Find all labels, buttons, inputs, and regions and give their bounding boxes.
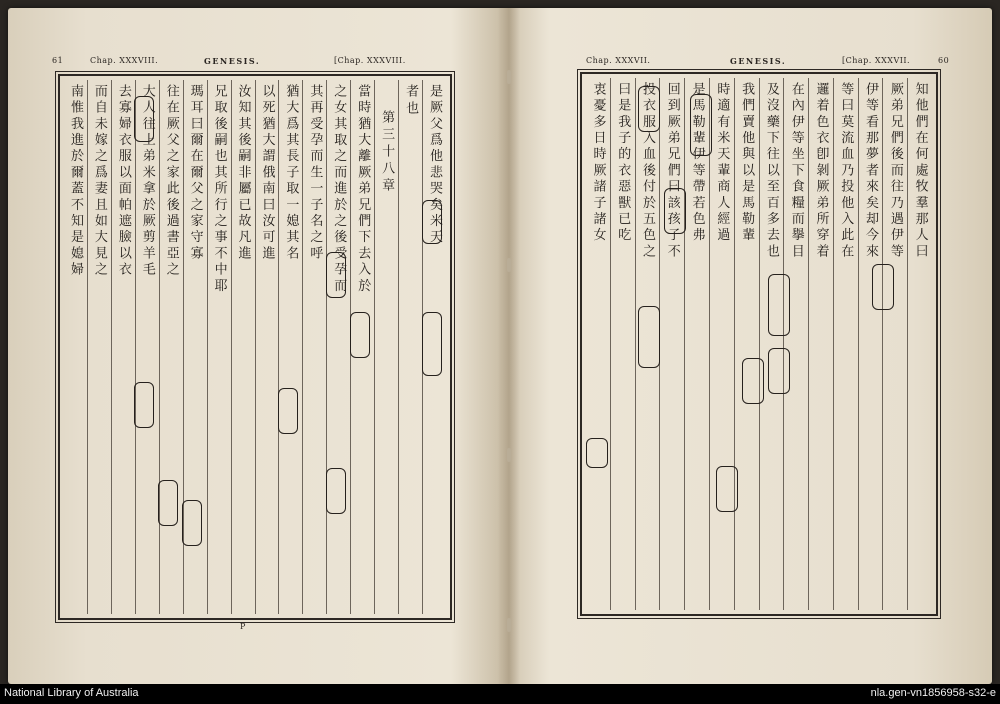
text-column: 回到厥弟兄們曰該孩子不	[659, 78, 684, 610]
right-page	[518, 8, 992, 684]
text-column: 其再受孕而生一子名之呼	[302, 80, 326, 614]
text-column: 厥弟兄們後而往乃遇伊等	[882, 78, 907, 610]
proper-name-box	[326, 468, 346, 514]
text-column: 第三十八章	[374, 80, 398, 614]
page-number: 60	[938, 56, 950, 65]
text-column: 在內伊等坐下食糧而擧目	[783, 78, 808, 610]
text-column: 南惟我進於爾蓋不知是媳婦	[67, 84, 83, 279]
proper-name-box	[638, 86, 660, 132]
text-columns	[64, 80, 446, 614]
text-column: 猶大爲其長子取一媳其名	[278, 80, 302, 614]
chapter-label: Chap. XXXVII.	[586, 56, 651, 65]
book-title: GENESIS.	[204, 56, 261, 66]
text-column: 而自未嫁之爲妻且如大見之	[87, 80, 111, 614]
image-identifier: nla.gen-vn1856958-s32-e	[870, 687, 996, 699]
text-column: 投衣服入血後付於五色之	[635, 78, 660, 610]
left-text-frame	[58, 74, 452, 620]
book-spread	[8, 8, 992, 684]
binding-stitch	[507, 618, 511, 632]
chapter-label: Chap. XXXVIII.	[90, 56, 159, 65]
text-column: 當時猶大離厥弟兄們下去入於	[350, 80, 374, 614]
proper-name-box	[742, 358, 764, 404]
proper-name-box	[134, 382, 154, 428]
text-column: 往在厥父之家此後過書亞之	[159, 80, 183, 614]
text-column: 瑪耳曰爾在爾父之家守寡	[183, 80, 207, 614]
text-column: 是厥父爲他悲哭矣米天	[422, 80, 446, 614]
text-column: 大人往上弟米拿於厥剪羊毛	[135, 80, 159, 614]
chapter-label: [Chap. XXXVII.	[842, 56, 911, 65]
proper-name-box	[422, 312, 442, 376]
text-column: 衷憂多日時厥諸子諸女	[590, 82, 606, 244]
text-column: 之女其取之而進於之後受孕而	[326, 80, 350, 614]
book-title: GENESIS.	[730, 56, 787, 66]
text-column: 等曰莫流血乃投他入此在	[833, 78, 858, 610]
proper-name-box	[182, 500, 202, 546]
proper-name-box	[586, 438, 608, 468]
credits-bar	[0, 684, 1000, 704]
text-column: 時適有米天輩商人經過	[709, 78, 734, 610]
right-page-header	[586, 56, 960, 72]
proper-name-box	[768, 348, 790, 394]
text-column: 伊等看那夢者來矣却今來	[858, 78, 883, 610]
text-column: 者也	[398, 80, 422, 614]
proper-name-box	[278, 388, 298, 434]
proper-name-box	[768, 274, 790, 336]
chapter-label: [Chap. XXXVIII.	[334, 56, 406, 65]
left-page	[8, 8, 500, 684]
page-number: 61	[52, 56, 64, 65]
text-column: 邏着色衣卽剝厥弟所穿着	[808, 78, 833, 610]
proper-name-box	[638, 306, 660, 368]
proper-name-box	[716, 466, 738, 512]
text-column: 是馬勒輩伊等帶若色弗	[684, 78, 709, 610]
proper-name-box	[690, 94, 712, 156]
proper-name-box	[134, 96, 154, 142]
right-text-frame	[580, 72, 938, 616]
binding-stitch	[507, 448, 511, 462]
text-column: 我們賣他與以是馬勒輩	[734, 78, 759, 610]
proper-name-box	[422, 200, 442, 244]
text-column: 以死猶大謂俄南曰汝可進	[255, 80, 279, 614]
text-column: 兄取後嗣也其所行之事不中耶	[207, 80, 231, 614]
text-column: 及沒藥下往以至百多去也	[759, 78, 784, 610]
proper-name-box	[872, 264, 894, 310]
proper-name-box	[326, 252, 346, 298]
proper-name-box	[664, 188, 686, 234]
binding-stitch	[507, 258, 511, 272]
signature-mark: P	[240, 622, 246, 631]
library-credit: National Library of Australia	[4, 687, 139, 699]
text-column: 去寡婦衣服以面帕遮臉以衣	[111, 80, 135, 614]
left-page-header	[52, 56, 452, 72]
binding-stitch	[507, 70, 511, 84]
proper-name-box	[158, 480, 178, 526]
book-gutter	[498, 8, 520, 684]
text-column: 知他們在何處牧羣那人曰	[907, 78, 932, 610]
text-column: 汝知其後嗣非屬已故凡進	[231, 80, 255, 614]
text-column: 曰是我子的衣惡獸已吃	[610, 78, 635, 610]
proper-name-box	[350, 312, 370, 358]
